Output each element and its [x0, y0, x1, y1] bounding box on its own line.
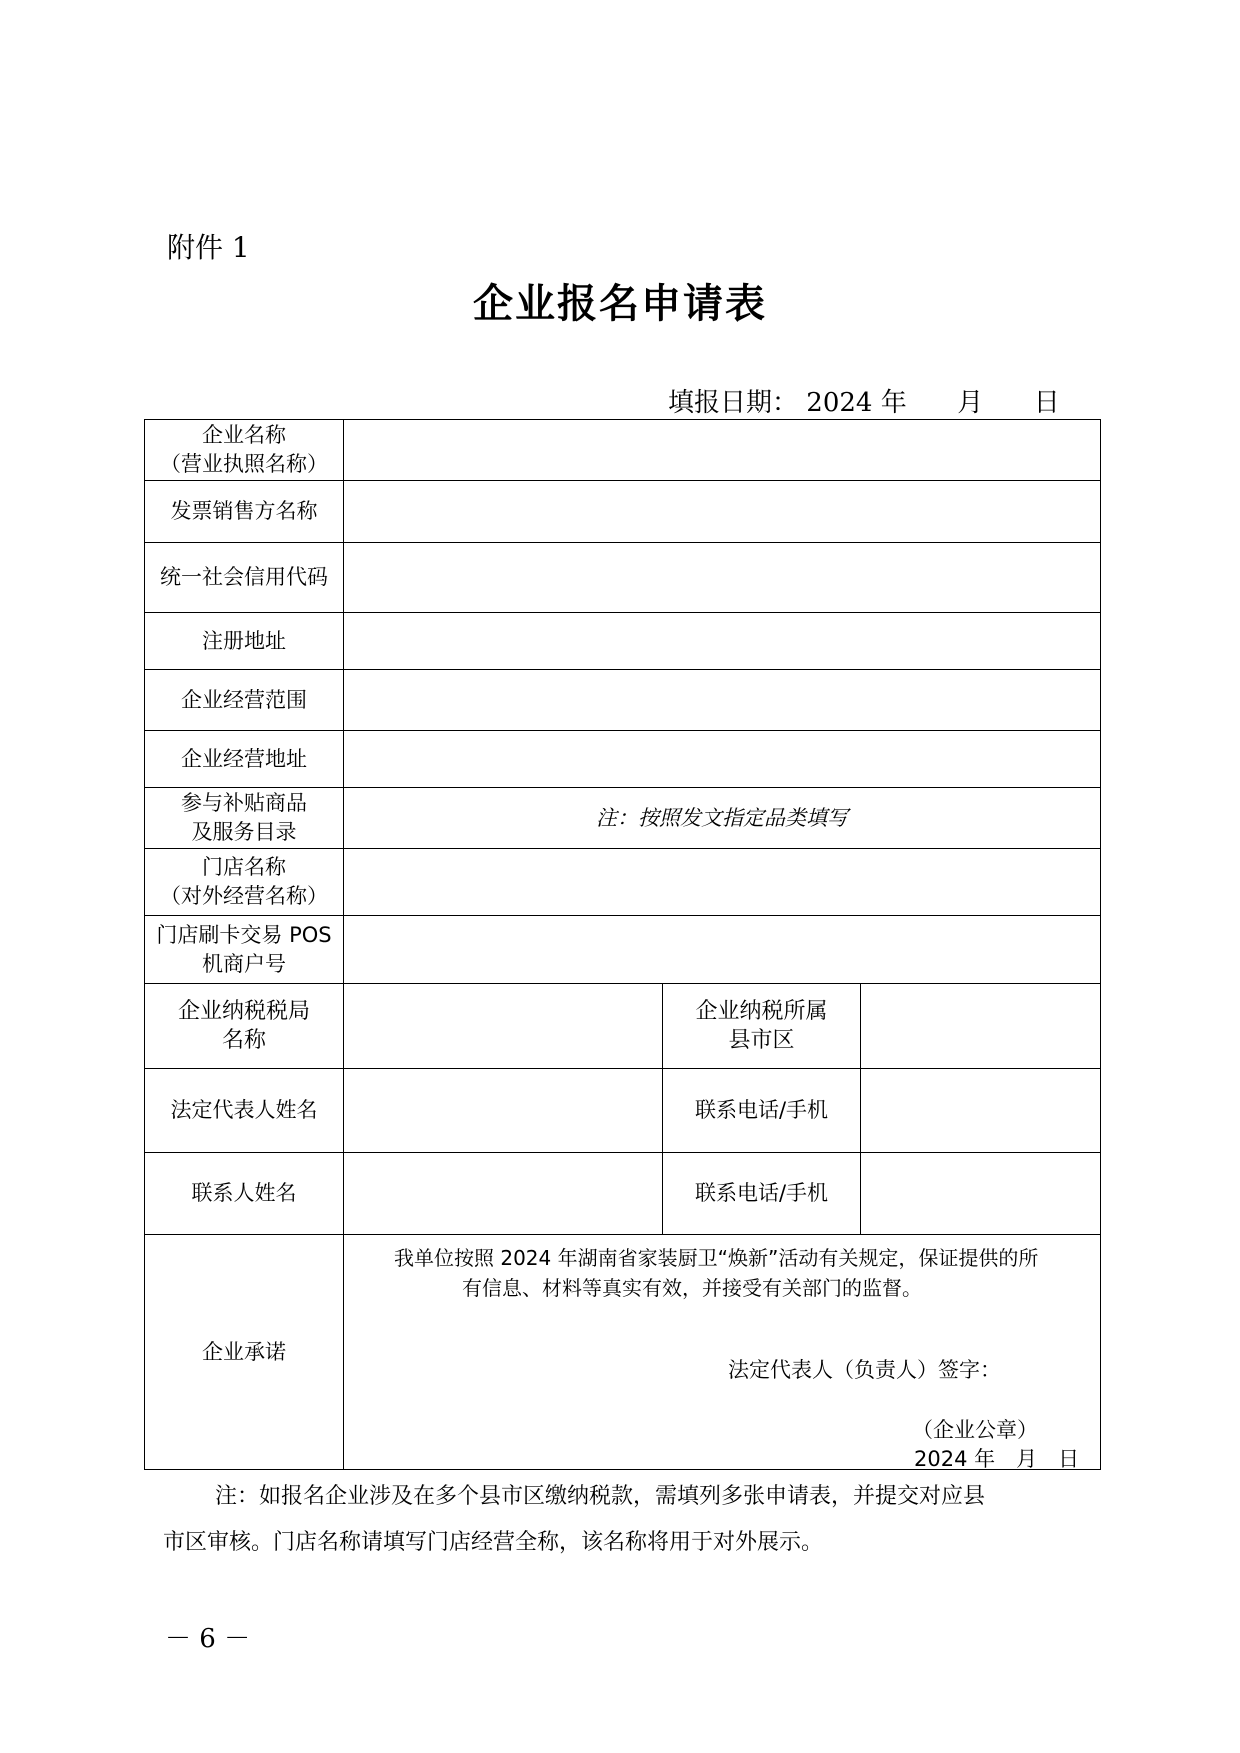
phone-label-1: 联系电话/手机 [663, 1069, 861, 1153]
company-name-field[interactable] [344, 420, 1101, 481]
pledge-field [344, 1235, 1101, 1470]
signature-field[interactable]: 法定代表人（负责人）签字： [728, 1358, 1001, 1382]
tax-bureau-field[interactable] [344, 984, 663, 1069]
tax-county-field[interactable] [861, 984, 1101, 1069]
invoice-seller-field[interactable] [344, 481, 1101, 543]
legal-rep-name-label: 法定代表人姓名 [145, 1069, 344, 1153]
business-scope-field[interactable] [344, 670, 1101, 731]
attachment-label: 附件 1 [167, 231, 250, 264]
fill-date [668, 382, 1060, 419]
phone-field-2[interactable] [861, 1153, 1101, 1235]
row-legal-rep [145, 1069, 1101, 1153]
row-business-scope [145, 670, 1101, 731]
footnote [163, 1474, 1093, 1566]
company-name-label: 企业名称 （营业执照名称） [145, 420, 344, 481]
company-seal-label: （企业公章） [912, 1418, 1038, 1442]
store-name-label: 门店名称 （对外经营名称） [145, 849, 344, 916]
pledge-label: 企业承诺 [145, 1235, 344, 1470]
reg-address-field[interactable] [344, 613, 1101, 670]
row-pledge [145, 1235, 1101, 1470]
row-company-name [145, 420, 1101, 481]
business-address-label: 企业经营地址 [145, 731, 344, 788]
fill-date-year: 2024 年 [806, 388, 907, 418]
row-business-address [145, 731, 1101, 788]
row-reg-address [145, 613, 1101, 670]
pledge-content [344, 1236, 1100, 1471]
credit-code-label: 统一社会信用代码 [145, 543, 344, 613]
phone-label-2: 联系电话/手机 [663, 1153, 861, 1235]
row-pos-merchant [145, 916, 1101, 984]
reg-address-label: 注册地址 [145, 613, 344, 670]
business-scope-label: 企业经营范围 [145, 670, 344, 731]
fill-date-day: 日 [1033, 388, 1060, 418]
row-contact [145, 1153, 1101, 1235]
credit-code-field[interactable] [344, 543, 1101, 613]
application-form-table [144, 419, 1101, 1470]
pledge-text-line-2: 有信息、材料等真实有效，并接受有关部门的监督。 [462, 1276, 922, 1300]
contact-name-field[interactable] [344, 1153, 663, 1235]
pledge-text-line-1: 我单位按照 2024 年湖南省家装厨卫“焕新”活动有关规定，保证提供的所 [394, 1246, 1039, 1270]
row-store-name [145, 849, 1101, 916]
tax-county-label: 企业纳税所属 县市区 [663, 984, 861, 1069]
contact-name-label: 联系人姓名 [145, 1153, 344, 1235]
row-invoice-seller [145, 481, 1101, 543]
business-address-field[interactable] [344, 731, 1101, 788]
pos-merchant-label: 门店刷卡交易 POS 机商户号 [145, 916, 344, 984]
pledge-date[interactable]: 2024 年 月 日 [914, 1447, 1080, 1471]
subsidy-catalog-note: 注：按照发文指定品类填写 [596, 805, 848, 830]
invoice-seller-label: 发票销售方名称 [145, 481, 344, 543]
page-number: － 6 － [165, 1624, 251, 1654]
subsidy-catalog-field[interactable] [344, 788, 1101, 849]
store-name-field[interactable] [344, 849, 1101, 916]
subsidy-catalog-label: 参与补贴商品 及服务目录 [145, 788, 344, 849]
fill-date-label: 填报日期： [668, 388, 799, 418]
phone-field-1[interactable] [861, 1069, 1101, 1153]
fill-date-month: 月 [957, 388, 984, 418]
legal-rep-name-field[interactable] [344, 1069, 663, 1153]
footnote-line-2: 市区审核。门店名称请填写门店经营全称，该名称将用于对外展示。 [163, 1530, 824, 1555]
pos-merchant-field[interactable] [344, 916, 1101, 984]
row-credit-code [145, 543, 1101, 613]
row-subsidy-catalog [145, 788, 1101, 849]
footnote-line-1: 注：如报名企业涉及在多个县市区缴纳税款，需填列多张申请表，并提交对应县 [215, 1484, 986, 1509]
tax-bureau-label: 企业纳税税局 名称 [145, 984, 344, 1069]
page-title: 企业报名申请表 [473, 280, 767, 327]
row-tax [145, 984, 1101, 1069]
